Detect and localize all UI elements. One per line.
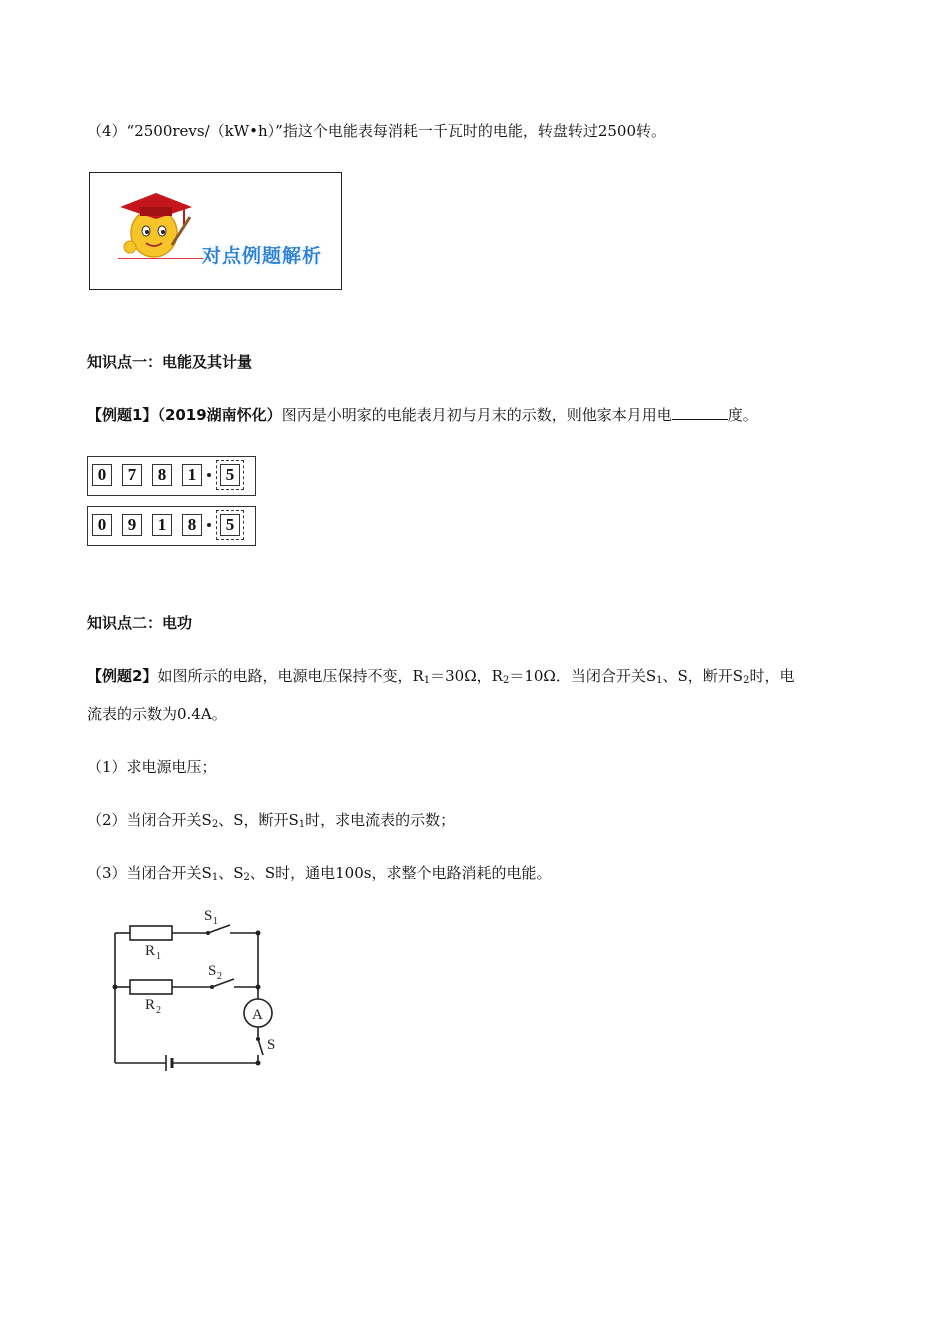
subscript: 1: [298, 819, 306, 830]
question-1: （1）求电源电压；: [87, 758, 217, 776]
meter-digit: 8: [152, 464, 172, 486]
section-banner: [89, 172, 342, 290]
example-1-tag: 【例题1】: [87, 406, 158, 424]
meter-end: [87, 506, 256, 546]
label-r2-sub: 2: [156, 1005, 161, 1016]
subscript: 1: [211, 872, 219, 883]
decimal-point: [207, 473, 211, 477]
question-2-text: 时，求电流表的示数；: [305, 811, 456, 829]
subscript: 2: [243, 872, 250, 883]
label-s1: S: [204, 908, 213, 924]
example-2-text: 、S，断开S: [662, 667, 744, 685]
label-s2: S: [208, 963, 217, 979]
banner-divider: [118, 258, 204, 259]
meter-digit: 9: [122, 514, 142, 536]
example-2-line-1: [87, 665, 794, 686]
example-2-line-2: 流表的示数为0.4A。: [87, 705, 227, 723]
example-1: [87, 404, 758, 425]
meter-digit: 1: [182, 464, 202, 486]
decimal-point: [207, 523, 211, 527]
label-s: S: [267, 1037, 276, 1053]
question-2-text: 、S，断开S: [218, 811, 299, 829]
subscript: 1: [423, 675, 431, 686]
meter-digit: 7: [122, 464, 142, 486]
label-r1-sub: 1: [156, 951, 161, 962]
label-r1: R: [145, 943, 156, 959]
example-2-text: 如图所示的电路，电源电压保持不变，R: [157, 667, 424, 685]
question-3-text: 、S时，通电100s，求整个电路消耗的电能。: [249, 864, 552, 882]
label-r2: R: [145, 997, 156, 1013]
subscript: 1: [656, 675, 663, 686]
answer-blank[interactable]: [672, 405, 728, 420]
example-2-text: ＝30Ω，R: [430, 667, 503, 685]
meter-decimal-digit: 5: [220, 464, 240, 486]
example-2-text: 时，电: [749, 667, 795, 685]
example-2-text: ＝10Ω．当闭合开关S: [509, 667, 657, 685]
meter-start: [87, 456, 256, 496]
subscript: 2: [211, 819, 219, 830]
question-2: [87, 809, 455, 830]
example-1-text: 图丙是小明家的电能表月初与月末的示数，则他家本月用电: [281, 406, 672, 424]
subscript: 2: [743, 675, 750, 686]
heading-knowledge-1: 知识点一：电能及其计量: [87, 353, 253, 371]
meter-digit: 1: [152, 514, 172, 536]
ammeter-label: A: [252, 1007, 263, 1023]
circuit-diagram: [100, 905, 300, 1075]
example-1-source: （2019湖南怀化）: [157, 406, 282, 424]
meter-digit: 0: [92, 464, 112, 486]
label-s2-sub: 2: [217, 971, 222, 982]
subscript: 2: [502, 675, 510, 686]
meter-digit: 0: [92, 514, 112, 536]
question-3-text: （3）当闭合开关S: [87, 864, 212, 882]
graduate-mascot-icon: [112, 187, 202, 267]
question-3-text: 、S: [218, 864, 244, 882]
question-2-text: （2）当闭合开关S: [87, 811, 212, 829]
meter-digit: 8: [182, 514, 202, 536]
meter-decimal-digit: 5: [220, 514, 240, 536]
heading-knowledge-2: 知识点二：电功: [87, 614, 193, 632]
example-2-tag: 【例题2】: [87, 667, 158, 685]
question-3: [87, 862, 551, 883]
label-s1-sub: 1: [213, 916, 218, 927]
banner-title: 对点例题解析: [202, 245, 323, 267]
example-1-end: 度。: [727, 406, 758, 424]
paragraph-item-4: [87, 120, 666, 141]
item-4-text: （4）“2500revs/（kW•h）”指这个电能表每消耗一千瓦时的电能，转盘转过2500转。: [87, 122, 667, 140]
